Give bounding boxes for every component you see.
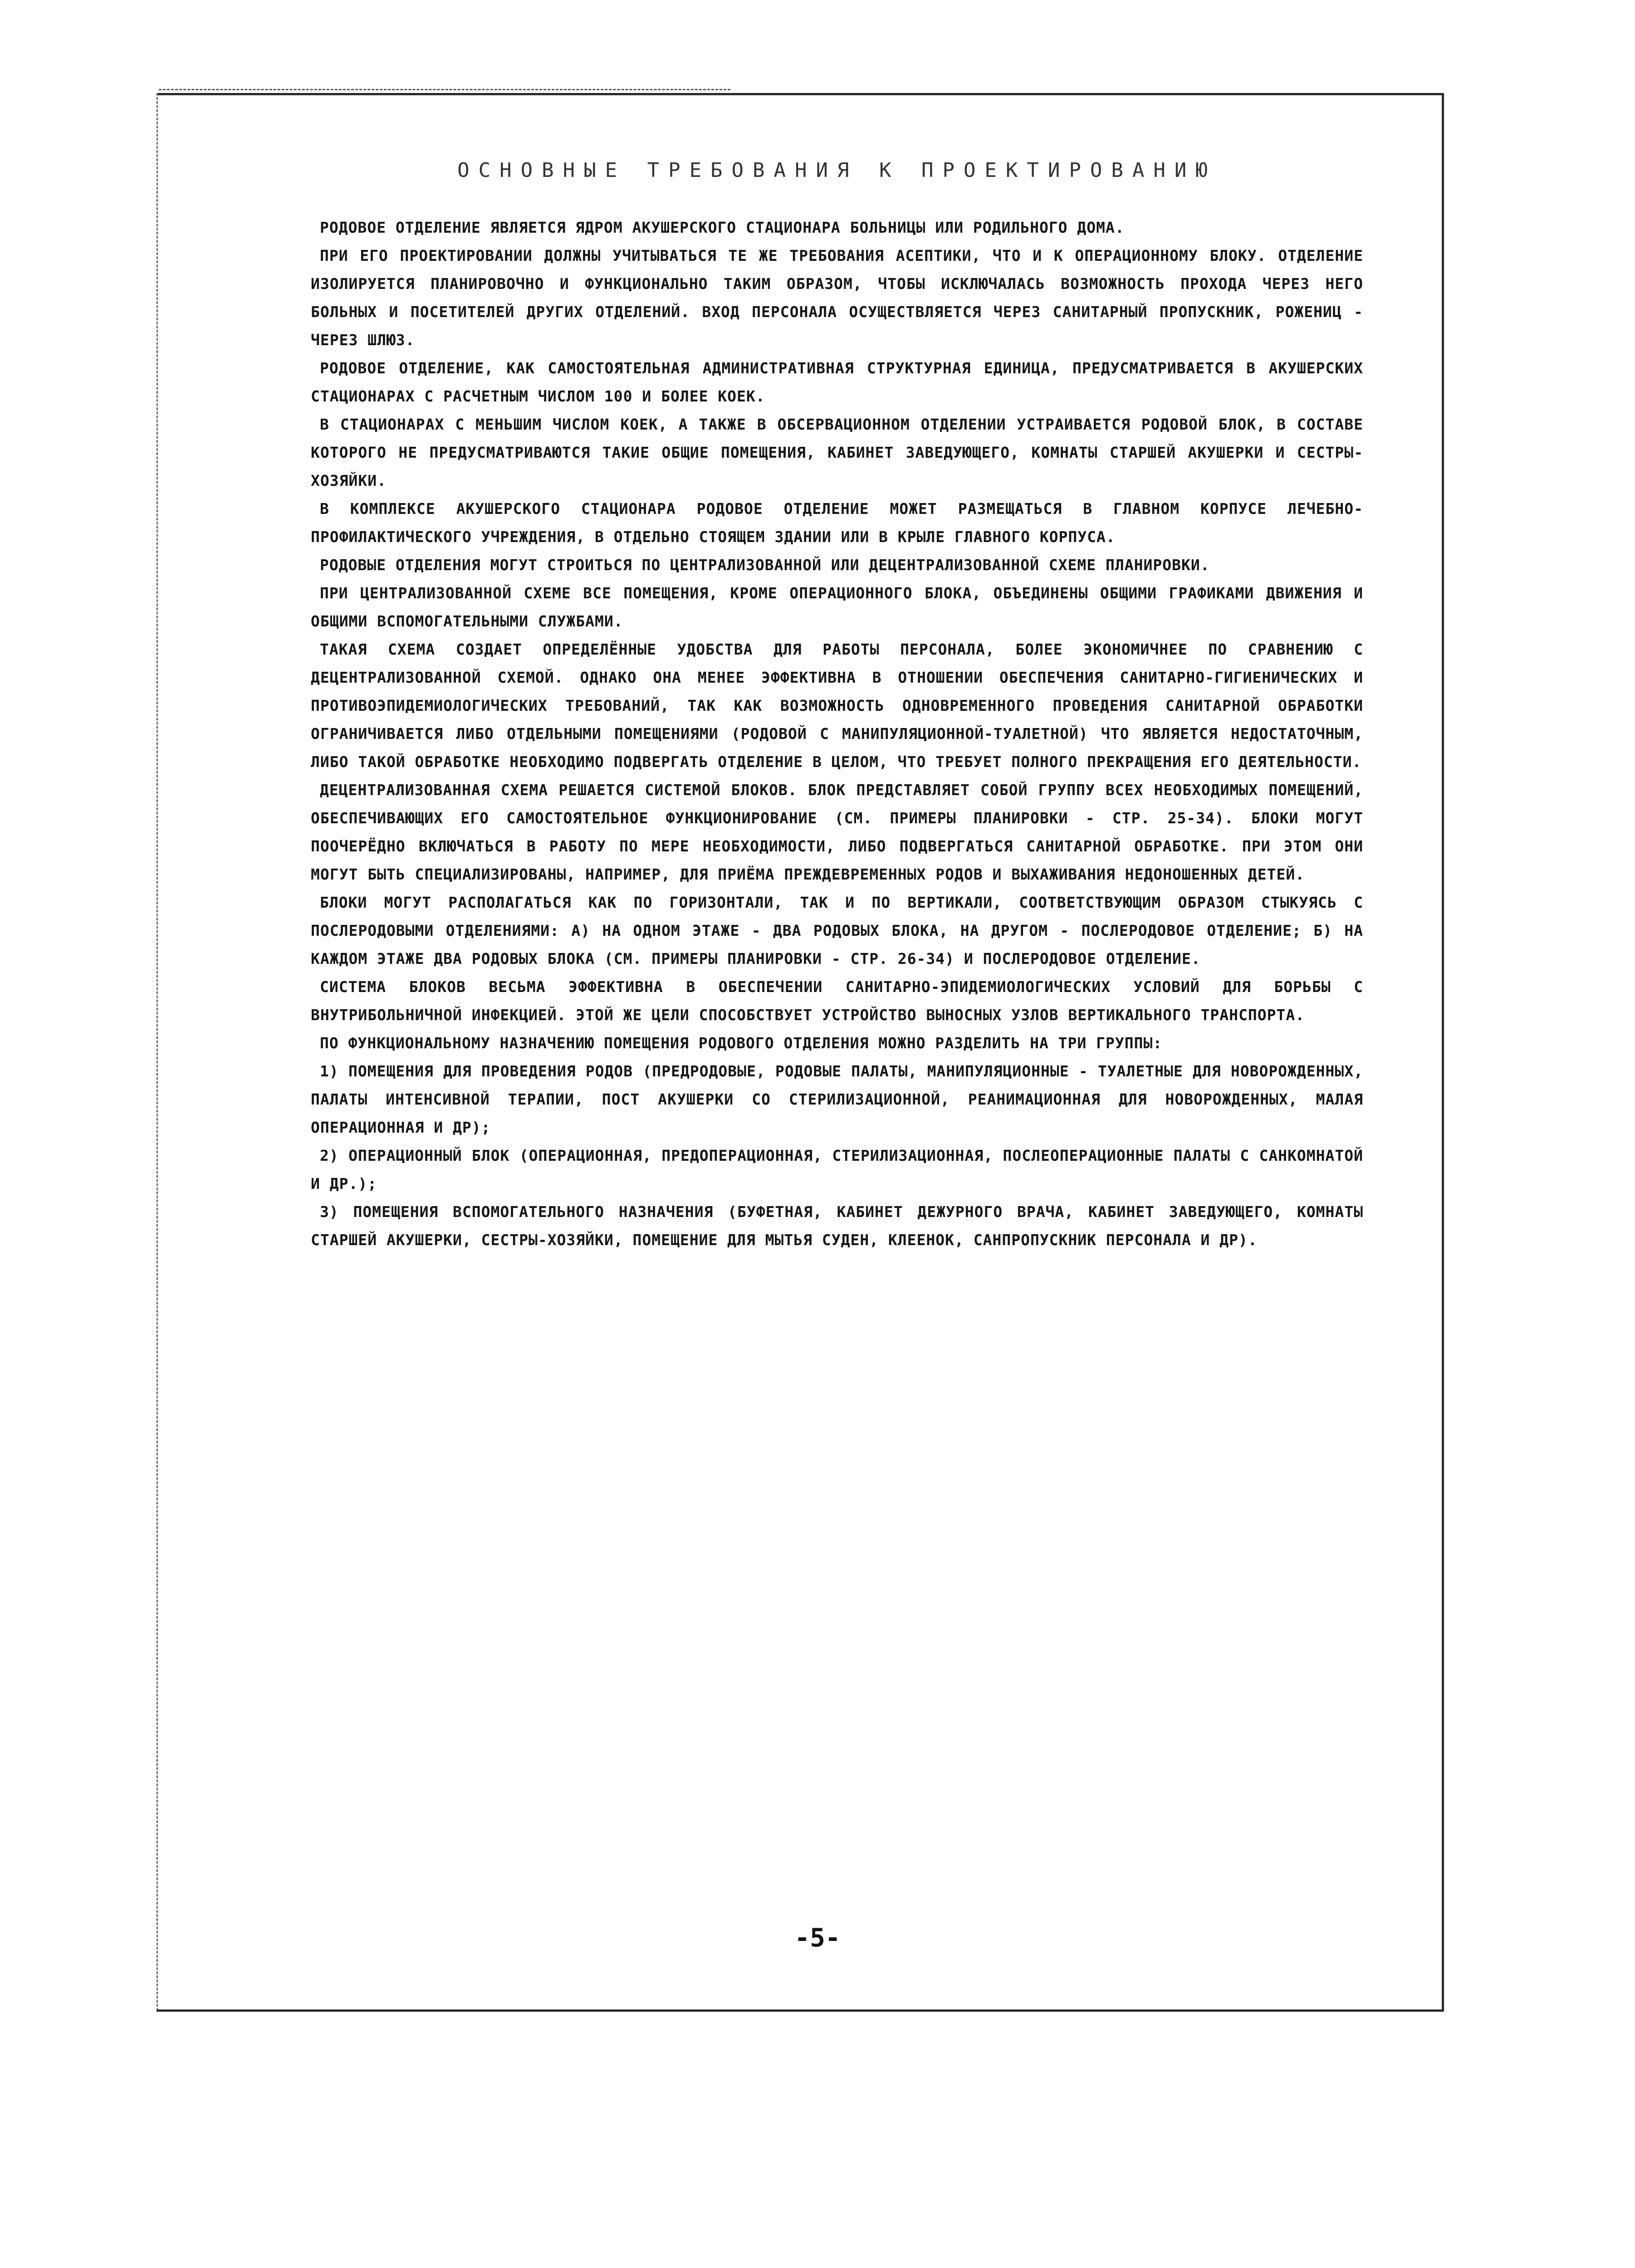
- paragraph-3: РОДОВОЕ ОТДЕЛЕНИЕ, КАК САМОСТОЯТЕЛЬНАЯ АДМИНИСТРАТИВНАЯ СТРУКТУРНАЯ ЕДИНИЦА, ПРЕДУСМАТРИВАЕТСЯ В АКУШЕРСКИХ СТАЦИОНАРАХ С РАСЧЕТНЫМ ЧИСЛОМ 100 И БОЛЕЕ КОЕК.: [311, 359, 1363, 405]
- paragraph-11: СИСТЕМА БЛОКОВ ВЕСЬМА ЭФФЕКТИВНА В ОБЕСПЕЧЕНИИ САНИТАРНО-ЭПИДЕМИОЛОГИЧЕСКИХ УСЛОВИЙ ДЛЯ БОРЬБЫ С ВНУТРИБОЛЬНИЧНОЙ ИНФЕКЦИЕЙ. ЭТОЙ ЖЕ ЦЕЛИ СПОСОБСТВУЕТ УСТРОЙСТВО ВЫНОСНЫХ УЗЛОВ ВЕРТИКАЛЬНОГО ТРАНСПОРТА.: [311, 978, 1363, 1024]
- paragraph-2: ПРИ ЕГО ПРОЕКТИРОВАНИИ ДОЛЖНЫ УЧИТЫВАТЬСЯ ТЕ ЖЕ ТРЕБОВАНИЯ АСЕПТИКИ, ЧТО И К ОПЕРАЦИОННОМУ БЛОКУ. ОТДЕЛЕНИЕ ИЗОЛИРУЕТСЯ ПЛАНИРОВОЧНО И ФУНКЦИОНАЛЬНО ТАКИМ ОБРАЗОМ, ЧТОБЫ ИСКЛЮЧАЛАСЬ ВОЗМОЖНОСТЬ ПРОХОДА ЧЕРЕЗ НЕГО БОЛЬНЫХ И ПОСЕТИТЕЛЕЙ ДРУГИХ ОТДЕЛЕНИЙ. ВХОД ПЕРСОНАЛА ОСУЩЕСТВЛЯЕТСЯ ЧЕРЕЗ САНИТАРНЫЙ ПРОПУСКНИК, РОЖЕНИЦ - ЧЕРЕЗ ШЛЮЗ.: [311, 247, 1363, 349]
- paragraph-9: ДЕЦЕНТРАЛИЗОВАННАЯ СХЕМА РЕШАЕТСЯ СИСТЕМОЙ БЛОКОВ. БЛОК ПРЕДСТАВЛЯЕТ СОБОЙ ГРУППУ ВСЕХ НЕОБХОДИМЫХ ПОМЕЩЕНИЙ, ОБЕСПЕЧИВАЮЩИХ ЕГО САМОСТОЯТЕЛЬНОЕ ФУНКЦИОНИРОВАНИЕ (СМ. ПРИМЕРЫ ПЛАНИРОВКИ - СТР. 25-34). БЛОКИ МОГУТ ПООЧЕРЁДНО ВКЛЮЧАТЬСЯ В РАБОТУ ПО МЕРЕ НЕОБХОДИМОСТИ, ЛИБО ПОДВЕРГАТЬСЯ САНИТАРНОЙ ОБРАБОТКЕ. ПРИ ЭТОМ ОНИ МОГУТ БЫТЬ СПЕЦИАЛИЗИРОВАНЫ, НАПРИМЕР, ДЛЯ ПРИЁМА ПРЕЖДЕВРЕМЕННЫХ РОДОВ И ВЫХАЖИВАНИЯ НЕДОНОШЕННЫХ ДЕТЕЙ.: [311, 781, 1363, 883]
- page-content: [311, 159, 1363, 1254]
- paragraph-13: 1) ПОМЕЩЕНИЯ ДЛЯ ПРОВЕДЕНИЯ РОДОВ (ПРЕДРОДОВЫЕ, РОДОВЫЕ ПАЛАТЫ, МАНИПУЛЯЦИОННЫЕ - ТУАЛЕТНЫЕ ДЛЯ НОВОРОЖДЕННЫХ, ПАЛАТЫ ИНТЕНСИВНОЙ ТЕРАПИИ, ПОСТ АКУШЕРКИ СО СТЕРИЛИЗАЦИОННОЙ, РЕАНИМАЦИОННАЯ ДЛЯ НОВОРОЖДЕННЫХ, МАЛАЯ ОПЕРАЦИОННАЯ И ДР);: [311, 1062, 1363, 1136]
- page-title: ОСНОВНЫЕ ТРЕБОВАНИЯ К ПРОЕКТИРОВАНИЮ: [457, 159, 1217, 182]
- paragraph-5: В КОМПЛЕКСЕ АКУШЕРСКОГО СТАЦИОНАРА РОДОВОЕ ОТДЕЛЕНИЕ МОЖЕТ РАЗМЕЩАТЬСЯ В ГЛАВНОМ КОРПУСЕ ЛЕЧЕБНО-ПРОФИЛАКТИЧЕСКОГО УЧРЕЖДЕНИЯ, В ОТДЕЛЬНО СТОЯЩЕМ ЗДАНИИ ИЛИ В КРЫЛЕ ГЛАВНОГО КОРПУСА.: [311, 500, 1363, 546]
- paragraph-1: РОДОВОЕ ОТДЕЛЕНИЕ ЯВЛЯЕТСЯ ЯДРОМ АКУШЕРСКОГО СТАЦИОНАРА БОЛЬНИЦЫ ИЛИ РОДИЛЬНОГО ДОМА.: [320, 219, 1125, 236]
- page-frame-right: [1442, 93, 1444, 2011]
- page-number: -5-: [794, 1923, 841, 1953]
- paragraph-12: ПО ФУНКЦИОНАЛЬНОМУ НАЗНАЧЕНИЮ ПОМЕЩЕНИЯ РОДОВОГО ОТДЕЛЕНИЯ МОЖНО РАЗДЕЛИТЬ НА ТРИ ГРУППЫ:: [320, 1034, 1163, 1052]
- page-frame-left: [157, 93, 158, 2011]
- paragraph-6: РОДОВЫЕ ОТДЕЛЕНИЯ МОГУТ СТРОИТЬСЯ ПО ЦЕНТРАЛИЗОВАННОЙ ИЛИ ДЕЦЕНТРАЛИЗОВАННОЙ СХЕМЕ ПЛАНИРОВКИ.: [320, 556, 1210, 574]
- paragraph-10: БЛОКИ МОГУТ РАСПОЛАГАТЬСЯ КАК ПО ГОРИЗОНТАЛИ, ТАК И ПО ВЕРТИКАЛИ, СООТВЕТСТВУЮЩИМ ОБРАЗОМ СТЫКУЯСЬ С ПОСЛЕРОДОВЫМИ ОТДЕЛЕНИЯМИ: А) НА ОДНОМ ЭТАЖЕ - ДВА РОДОВЫХ БЛОКА, НА ДРУГОМ - ПОСЛЕРОДОВОЕ ОТДЕЛЕНИЕ; Б) НА КАЖДОМ ЭТАЖЕ ДВА РОДОВЫХ БЛОКА (СМ. ПРИМЕРЫ ПЛАНИРОВКИ - СТР. 26-34) И ПОСЛЕРОДОВОЕ ОТДЕЛЕНИЕ.: [311, 894, 1363, 968]
- paragraph-15: 3) ПОМЕЩЕНИЯ ВСПОМОГАТЕЛЬНОГО НАЗНАЧЕНИЯ (БУФЕТНАЯ, КАБИНЕТ ДЕЖУРНОГО ВРАЧА, КАБИНЕТ ЗАВЕДУЮЩЕГО, КОМНАТЫ СТАРШЕЙ АКУШЕРКИ, СЕСТРЫ-ХОЗЯЙКИ, ПОМЕЩЕНИЕ ДЛЯ МЫТЬЯ СУДЕН, КЛЕЕНОК, САНПРОПУСКНИК ПЕРСОНАЛА И ДР).: [311, 1203, 1363, 1249]
- paragraph-7: ПРИ ЦЕНТРАЛИЗОВАННОЙ СХЕМЕ ВСЕ ПОМЕЩЕНИЯ, КРОМЕ ОПЕРАЦИОННОГО БЛОКА, ОБЪЕДИНЕНЫ ОБЩИМИ ГРАФИКАМИ ДВИЖЕНИЯ И ОБЩИМИ ВСПОМОГАТЕЛЬНЫМИ СЛУЖБАМИ.: [311, 584, 1363, 630]
- page-frame-bottom: [157, 2009, 1444, 2012]
- paragraph-8: ТАКАЯ СХЕМА СОЗДАЕТ ОПРЕДЕЛЁННЫЕ УДОБСТВА ДЛЯ РАБОТЫ ПЕРСОНАЛА, БОЛЕЕ ЭКОНОМИЧНЕЕ ПО СРАВНЕНИЮ С ДЕЦЕНТРАЛИЗОВАННОЙ СХЕМОЙ. ОДНАКО ОНА МЕНЕЕ ЭФФЕКТИВНА В ОТНОШЕНИИ ОБЕСПЕЧЕНИЯ САНИТАРНО-ГИГИЕНИЧЕСКИХ И ПРОТИВОЭПИДЕМИОЛОГИЧЕСКИХ ТРЕБОВАНИЙ, ТАК КАК ВОЗМОЖНОСТЬ ОДНОВРЕМЕННОГО ПРОВЕДЕНИЯ САНИТАРНОЙ ОБРАБОТКИ ОГРАНИЧИВАЕТСЯ ЛИБО ОТДЕЛЬНЫМИ ПОМЕЩЕНИЯМИ (РОДОВОЙ С МАНИПУЛЯЦИОННОЙ-ТУАЛЕТНОЙ) ЧТО ЯВЛЯЕТСЯ НЕДОСТАТОЧНЫМ, ЛИБО ТАКОЙ ОБРАБОТКЕ НЕОБХОДИМО ПОДВЕРГАТЬ ОТДЕЛЕНИЕ В ЦЕЛОМ, ЧТО ТРЕБУЕТ ПОЛНОГО ПРЕКРАЩЕНИЯ ЕГО ДЕЯТЕЛЬНОСТИ.: [311, 640, 1363, 771]
- page-frame-top-dash: [159, 89, 730, 90]
- paragraph-4: В СТАЦИОНАРАХ С МЕНЬШИМ ЧИСЛОМ КОЕК, А ТАКЖЕ В ОБСЕРВАЦИОННОМ ОТДЕЛЕНИИ УСТРАИВАЕТСЯ РОДОВОЙ БЛОК, В СОСТАВЕ КОТОРОГО НЕ ПРЕДУСМАТРИВАЮТСЯ ТАКИЕ ОБЩИЕ ПОМЕЩЕНИЯ, КАБИНЕТ ЗАВЕДУЮЩЕГО, КОМНАТЫ СТАРШЕЙ АКУШЕРКИ И СЕСТРЫ-ХОЗЯЙКИ.: [311, 415, 1363, 489]
- paragraph-14: 2) ОПЕРАЦИОННЫЙ БЛОК (ОПЕРАЦИОННАЯ, ПРЕДОПЕРАЦИОННАЯ, СТЕРИЛИЗАЦИОННАЯ, ПОСЛЕОПЕРАЦИОННЫЕ ПАЛАТЫ С САНКОМНАТОЙ И ДР.);: [311, 1147, 1363, 1193]
- page-frame-top: [157, 93, 1443, 95]
